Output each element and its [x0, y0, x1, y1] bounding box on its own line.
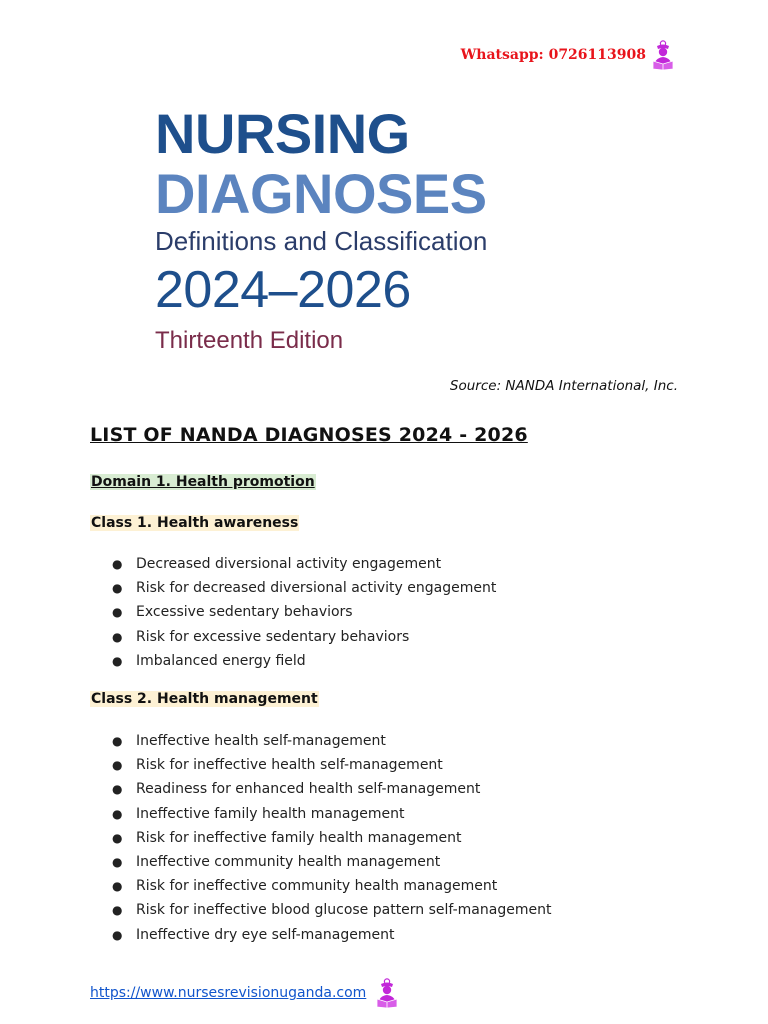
- bullet-icon: ●: [112, 734, 123, 748]
- cover-subtitle: Definitions and Classification: [155, 226, 488, 256]
- bullet-icon: ●: [112, 782, 123, 797]
- bullet-icon: ●: [112, 903, 123, 918]
- bullet-icon: ●: [112, 653, 123, 668]
- cover-years: 2024–2026: [155, 261, 411, 319]
- bullet-icon: ●: [112, 557, 123, 571]
- class-heading-health-management: Class 2. Health management: [91, 691, 318, 707]
- cover-title-nursing: NURSING: [155, 102, 410, 165]
- source-caption: Source: NANDA International, Inc.: [449, 378, 678, 394]
- nurse-reading-icon: [650, 40, 676, 70]
- class-1-list: [112, 552, 496, 673]
- class-2-list: [112, 729, 551, 947]
- list-item: ● Risk for ineffective blood glucose pattern self-management: [112, 898, 551, 922]
- list-item: ● Ineffective family health management: [112, 802, 551, 826]
- list-item: ● Risk for ineffective health self-management: [112, 753, 551, 777]
- cover-edition: Thirteenth Edition: [155, 327, 344, 354]
- cover-title-diagnoses: DIAGNOSES: [155, 162, 487, 225]
- bullet-icon: ●: [112, 927, 123, 942]
- whatsapp-contact[interactable]: Whatsapp: 0726113908: [460, 47, 646, 63]
- bullet-icon: ●: [112, 830, 123, 845]
- bullet-icon: ●: [112, 605, 123, 620]
- list-item: ● Risk for ineffective family health management: [112, 826, 551, 850]
- bullet-icon: ●: [112, 806, 123, 821]
- bullet-icon: ●: [112, 879, 123, 894]
- page-title: LIST OF NANDA DIAGNOSES 2024 - 2026: [90, 424, 528, 446]
- website-link[interactable]: https://www.nursesrevisionuganda.com: [90, 985, 367, 1001]
- bullet-icon: ●: [112, 581, 123, 596]
- bullet-icon: ●: [112, 758, 123, 773]
- book-cover: [155, 104, 487, 356]
- list-item: ● Imbalanced energy field: [112, 649, 496, 673]
- list-item: ● Ineffective health self-management: [112, 729, 551, 753]
- list-item: ● Ineffective dry eye self-management: [112, 923, 551, 947]
- list-item: ● Decreased diversional activity engagement: [112, 552, 496, 576]
- class-heading-health-awareness: Class 1. Health awareness: [91, 515, 299, 531]
- list-item: ● Risk for excessive sedentary behaviors: [112, 625, 496, 649]
- list-item: ● Readiness for enhanced health self-management: [112, 777, 551, 801]
- list-item: ● Risk for decreased diversional activity engagement: [112, 576, 496, 600]
- page-footer: [90, 978, 400, 1008]
- list-item: ● Risk for ineffective community health management: [112, 874, 551, 898]
- domain-heading: Domain 1. Health promotion: [91, 474, 315, 490]
- bullet-icon: ●: [112, 629, 123, 644]
- page-header: [461, 40, 676, 70]
- nurse-reading-icon: [374, 978, 400, 1008]
- list-item: ● Excessive sedentary behaviors: [112, 600, 496, 624]
- list-item: ● Ineffective community health management: [112, 850, 551, 874]
- bullet-icon: ●: [112, 855, 123, 870]
